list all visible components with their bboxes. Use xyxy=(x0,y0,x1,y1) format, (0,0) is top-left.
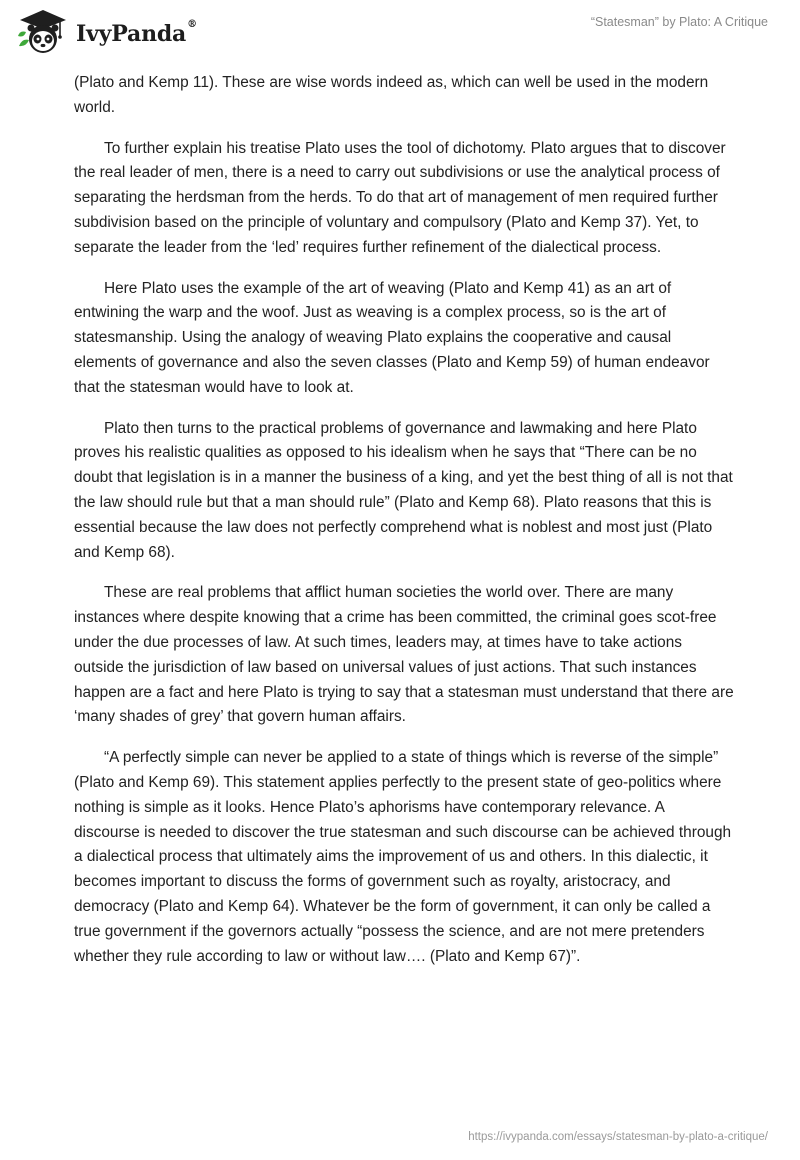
paragraph-4: Plato then turns to the practical problems of governance and lawmaking and here Plato proves his realistic qualities as opposed to his idealism when he says that “There can be no doubt that legislation is in a manner the business of a king, and yet the best thing of all is not that the law should rule but that a man should rule” (Plato and Kemp 68). Plato reasons that this is essential because the law does not perfectly comprehend what is noblest and most just (Plato and Kemp 68). xyxy=(74,419,733,561)
paragraph-1: (Plato and Kemp 11). These are wise words indeed as, which can well be used in the modern world. xyxy=(74,74,709,116)
paragraph-6: “A perfectly simple can never be applied to a state of things which is reverse of the simple” (Plato and Kemp 69). This statement applies perfectly to the present state of geo-politics where nothing is simple as it looks. Hence Plato’s aphorisms have contemporary relevance. A discourse is needed to discover the true statesman and such discourse can be achieved through a dialectical process that ultimately aims the improvement of us and others. In this dialectic, it becomes important to discuss the forms of government such as royalty, aristocracy, and democracy (Plato and Kemp 64). Whatever be the form of government, it can only be called a true government if the governors actually “possess the science, and are not mere pretenders whether they rule according to law or without law…. (Plato and Kemp 67)”. xyxy=(74,749,732,965)
brand-name: IvyPanda® xyxy=(76,19,197,47)
paragraph-3: Here Plato uses the example of the art of weaving (Plato and Kemp 41) as an art of entwining the warp and the woof. Just as weaving is a complex process, so is the art of statesmanship. Using the analogy of weaving Plato explains the cooperative and causal elements of governance and also the seven classes (Plato and Kemp 59) of human endeavor that the statesman would have to look at. xyxy=(74,279,710,396)
page-header xyxy=(0,0,800,66)
source-url[interactable]: https://ivypanda.com/essays/statesman-by-plato-a-critique/ xyxy=(468,1131,768,1143)
document-title: “Statesman” by Plato: A Critique xyxy=(590,15,768,29)
paragraph-2: To further explain his treatise Plato uses the tool of dichotomy. Plato argues that to discover the real leader of men, there is a need to carry out subdivisions or use the analytical process of separating the herdsman from the herds. To do that art of management of men required further subdivision based on the principle of voluntary and compulsory (Plato and Kemp 37). Yet, to separate the leader from the ‘led’ requires further refinement of the dialectical process. xyxy=(74,139,726,256)
panda-graduation-icon xyxy=(16,8,70,56)
paragraph-5: These are real problems that afflict human societies the world over. There are many instances where despite knowing that a crime has been committed, the criminal goes scot-free under the due processes of law. At such times, leaders may, at times have to take actions outside the jurisdiction of law based on universal values of just actions. That such instances happen are a fact and here Plato is trying to say that a statesman must understand that there are ‘many shades of grey’ that govern human affairs. xyxy=(74,584,734,726)
ivypanda-logo[interactable] xyxy=(16,8,197,56)
essay-body xyxy=(74,71,734,985)
